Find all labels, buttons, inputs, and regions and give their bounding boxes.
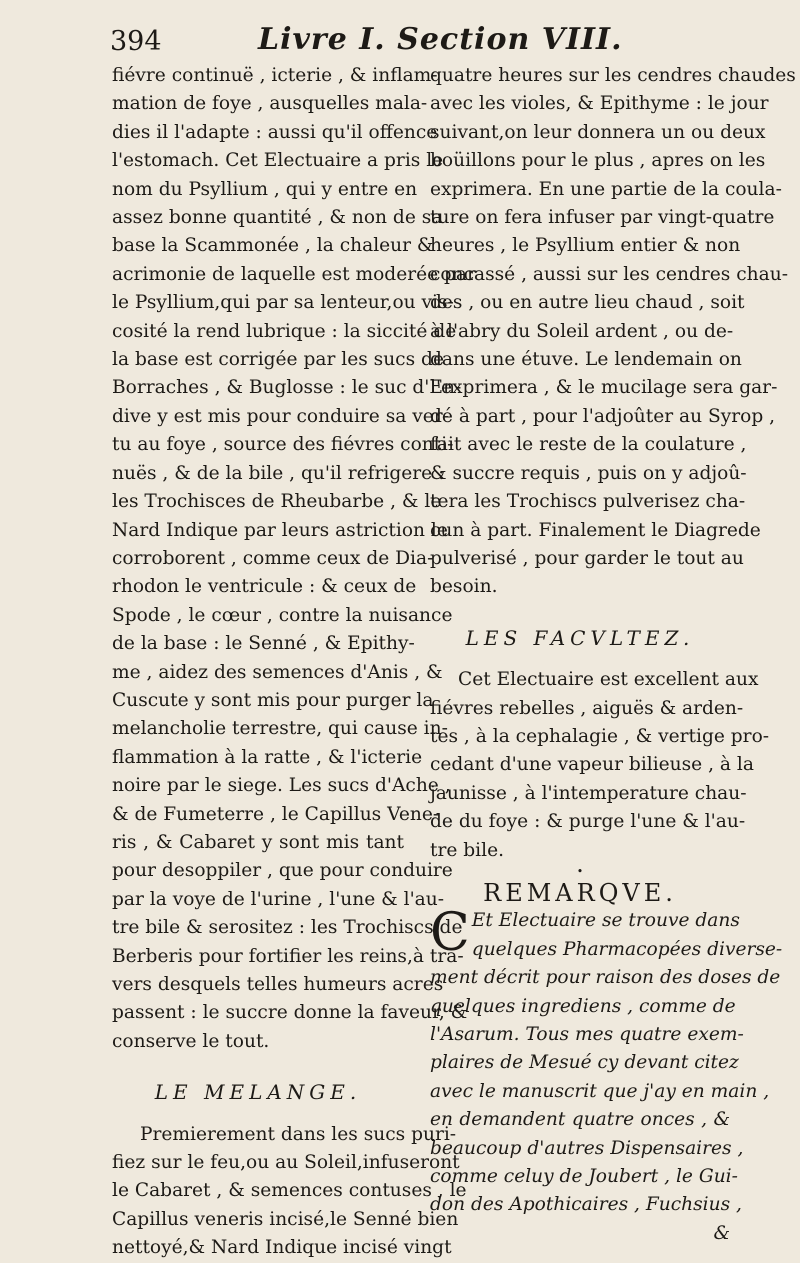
text-line: Capillus veneris incisé,le Senné bien — [112, 1208, 459, 1230]
text-line: boüillons pour le plus , apres on les — [430, 150, 766, 172]
text-line: l'exprimera , & le mucilage sera gar- — [430, 377, 778, 399]
remarque-line: avec le manuscrit que j'ay en main , — [430, 1080, 770, 1102]
right-column — [430, 62, 796, 1248]
text-line: mation de foye , ausquelles mala- — [112, 93, 428, 115]
remarque-line: quelques ingrediens , comme de — [430, 995, 736, 1017]
text-line: & de Fumeterre , le Capillus Vene- — [112, 803, 440, 825]
remarque-line: don des Apothicaires , Fuchsius , — [430, 1194, 742, 1216]
text-line: exprimera. En une partie de la coula- — [430, 178, 782, 200]
text-line: Nard Indique par leurs astriction le — [112, 519, 448, 541]
text-line: nuës , & de la bile , qu'il refrigere : — [112, 462, 445, 484]
text-line: fiévre continuë , icterie , & inflam- — [112, 65, 438, 86]
text-line: par la voye de l'urine , l'une & l'au- — [112, 888, 445, 910]
text-line: nettoyé,& Nard Indique incisé vingt — [112, 1237, 452, 1259]
remarque-line: quelques Pharmacopées diverse- — [471, 938, 783, 960]
text-line: Cet Electuaire est excellent aux — [458, 669, 759, 691]
text-line: base la Scammonée , la chaleur & — [112, 235, 434, 257]
left-paragraph-2 — [112, 1121, 467, 1263]
text-line: acrimonie de laquelle est moderée par — [112, 263, 476, 285]
page-number: 394 — [110, 26, 162, 57]
text-line: tre bile. — [430, 839, 504, 861]
heading-remarque: REMARQVE. — [483, 878, 677, 907]
text-line: le Psyllium,qui par sa lenteur,ou vis- — [112, 292, 454, 314]
remarque-paragraph — [430, 903, 783, 1248]
text-line: nom du Psyllium , qui y entre en — [112, 178, 418, 200]
remarque-line: plaires de Mesué cy devant citez — [430, 1052, 739, 1074]
remarque-lines — [430, 903, 783, 1248]
ornament-dot: • — [576, 864, 584, 878]
text-line: Premierement dans les sucs puri- — [140, 1123, 457, 1145]
text-line: Spode , le cœur , contre la nuisance — [112, 604, 453, 626]
text-line: dé à part , pour l'adjoûter au Syrop , — [430, 405, 776, 427]
text-line: fiez sur le feu,ou au Soleil,infuseront — [112, 1152, 460, 1174]
text-line: Berberis pour fortifier les reins,à tra- — [112, 945, 464, 967]
dropcap-letter: C — [430, 903, 470, 964]
text-line: cedant d'une vapeur bilieuse , à la — [430, 754, 754, 776]
text-line: à l'abry du Soleil ardent , ou de- — [430, 320, 734, 342]
remarque-line: & — [713, 1222, 730, 1244]
text-line: besoin. — [430, 576, 498, 598]
text-line: dies il l'adapte : aussi qu'il offence — [112, 121, 438, 143]
text-line: de la base : le Senné , & Epithy- — [112, 633, 415, 655]
text-line: le Cabaret , & semences contuses , le — [112, 1180, 467, 1202]
right-paragraph-1 — [430, 62, 796, 602]
text-line: tera les Trochiscs pulverisez cha- — [430, 491, 746, 513]
text-line: ris , & Cabaret y sont mis tant — [112, 831, 404, 853]
running-head: Livre I. Section VIII. — [258, 22, 623, 57]
remarque-line: en demandent quatre onces , & — [430, 1109, 730, 1131]
text-line: tu au foye , source des fiévres conti- — [112, 434, 454, 456]
text-line: & succre requis , puis on y adjoû- — [430, 462, 747, 484]
heading-le-melange: LE MELANGE. — [154, 1080, 362, 1105]
text-line: dans une étuve. Le lendemain on — [430, 349, 742, 371]
text-line: dive y est mis pour conduire sa ver- — [112, 405, 449, 427]
text-line: assez bonne quantité , & non de sa — [112, 207, 443, 229]
text-line: corroborent , comme ceux de Dia- — [112, 547, 434, 569]
text-line: flammation à la ratte , & l'icterie — [112, 746, 423, 768]
text-line: les Trochisces de Rheubarbe , & le — [112, 491, 442, 513]
text-line: jaunisse , à l'intemperature chau- — [430, 782, 747, 804]
text-line: de du foye : & purge l'une & l'au- — [430, 811, 746, 833]
text-line: Borraches , & Buglosse : le suc d'En- — [112, 377, 462, 399]
remarque-line: l'Asarum. Tous mes quatre exem- — [430, 1024, 744, 1045]
text-line: des , ou en autre lieu chaud , soit — [430, 292, 745, 314]
text-line: vers desquels telles humeurs acres — [112, 974, 444, 995]
text-line: noire par le siege. Les sucs d'Ache , — [112, 775, 451, 797]
text-line: concassé , aussi sur les cendres chau- — [430, 263, 788, 285]
text-line: rhodon le ventricule : & ceux de — [112, 576, 417, 598]
text-line: cosité la rend lubrique : la siccité de — [112, 320, 457, 342]
text-line: passent : le succre donne la faveur, & — [112, 1002, 468, 1024]
remarque-line: beaucoup d'autres Dispensaires , — [430, 1137, 744, 1159]
text-line: la base est corrigée par les sucs de — [112, 349, 444, 371]
text-line: fiévres rebelles , aiguës & arden- — [430, 697, 744, 719]
text-line: tes , à la cephalagie , & vertige pro- — [430, 725, 770, 747]
text-line: tre bile & serositez : les Trochiscs de — [112, 917, 463, 939]
text-line: heures , le Psyllium entier & non — [430, 235, 741, 257]
text-line: Cuscute y sont mis pour purger la — [112, 689, 434, 711]
text-line: me , aidez des semences d'Anis , & — [112, 661, 443, 683]
text-line: l'estomach. Cet Electuaire a pris le — [112, 150, 444, 172]
page-header — [0, 18, 800, 60]
text-line: pour desoppiler , que pour conduire — [112, 860, 453, 882]
text-line: suivant,on leur donnera un ou deux — [430, 121, 766, 143]
heading-les-facultez: LES FACVLTEZ. — [465, 625, 695, 650]
text-line: cun à part. Finalement le Diagrede — [430, 519, 761, 541]
remarque-line: Et Electuaire se trouve dans — [471, 910, 740, 932]
text-line: fait avec le reste de la coulature , — [430, 434, 747, 456]
remarque-line: ment décrit pour raison des doses de — [430, 967, 781, 989]
text-line: conserve le tout. — [112, 1030, 270, 1052]
text-line: pulverisé , pour garder le tout au — [430, 547, 744, 569]
text-line: avec les violes, & Epithyme : le jour — [430, 93, 769, 115]
right-paragraph-2 — [430, 666, 770, 865]
text-line: melancholie terrestre, qui cause in- — [112, 718, 448, 740]
text-line: ture on fera infuser par vingt-quatre — [430, 207, 775, 229]
remarque-line: comme celuy de Joubert , le Gui- — [430, 1166, 738, 1188]
text-line: quatre heures sur les cendres chaudes — [430, 65, 796, 86]
